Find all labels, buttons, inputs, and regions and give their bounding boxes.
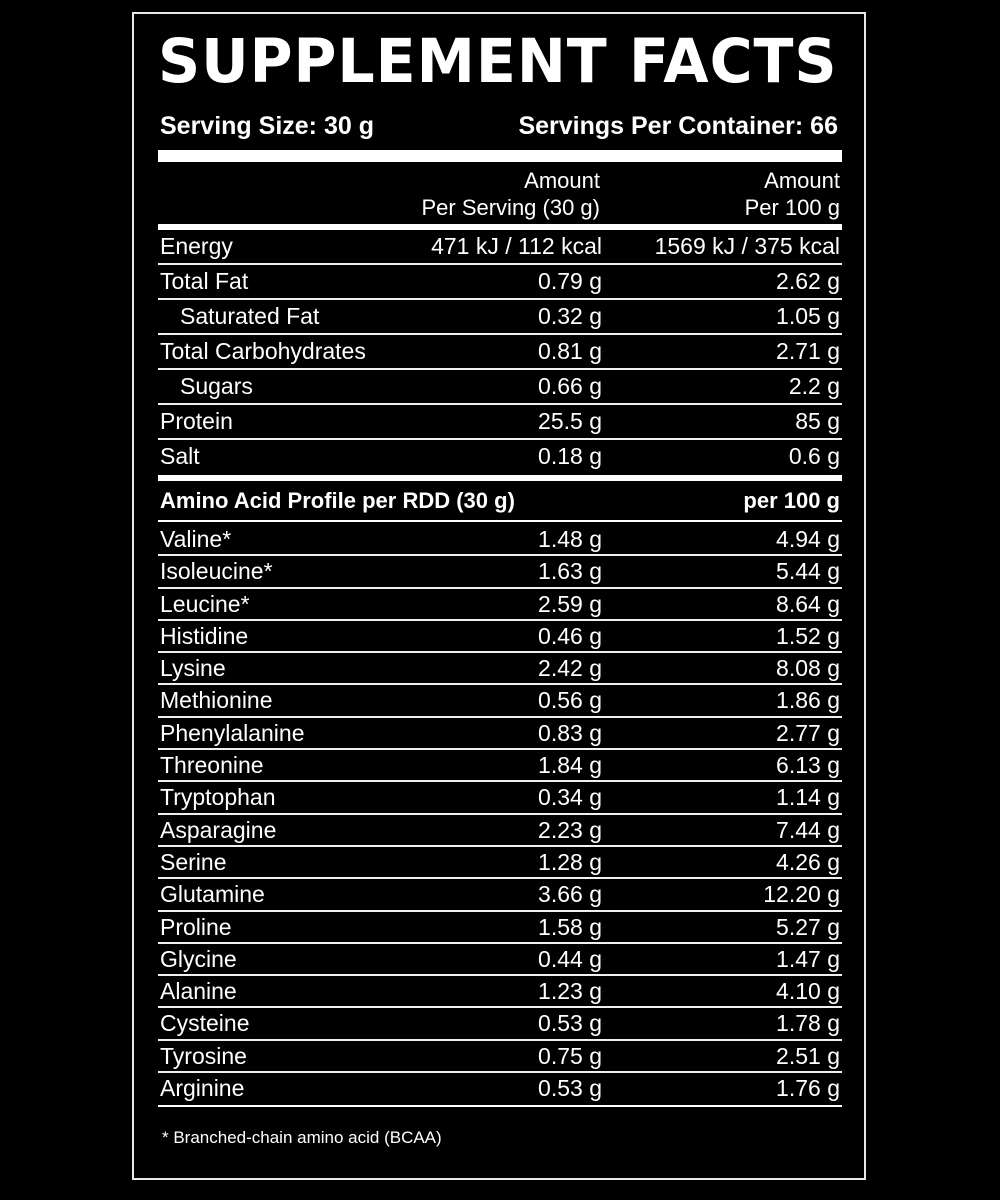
nutrition-name: Salt <box>160 443 200 469</box>
serving-size: Serving Size: 30 g <box>160 112 374 140</box>
amino-acid-per-100g-value: 1.86 g <box>776 687 840 714</box>
bcaa-footnote: * Branched-chain amino acid (BCAA) <box>162 1128 442 1147</box>
nutrition-name: Sugars <box>180 373 253 399</box>
amino-acid-per-serving-value: 2.59 g <box>538 590 602 617</box>
amino-acid-per-serving-value: 0.53 g <box>538 1075 602 1102</box>
nutrition-row <box>158 335 842 370</box>
amino-acid-per-100g-value: 1.52 g <box>776 622 840 649</box>
nutrition-row <box>158 405 842 440</box>
amino-acid-row <box>158 718 842 750</box>
amino-acid-per-serving-value: 1.23 g <box>538 978 602 1005</box>
nutrition-per-100g-value: 1569 kJ / 375 kcal <box>654 233 840 259</box>
amino-acid-per-serving-value: 0.53 g <box>538 1010 602 1037</box>
amino-acid-per-serving-value: 2.23 g <box>538 816 602 843</box>
nutrition-name: Energy <box>160 233 233 259</box>
amino-acid-name: Methionine <box>160 687 273 714</box>
amino-acid-per-100g-value: 4.26 g <box>776 848 840 875</box>
amino-acid-row <box>158 944 842 976</box>
per-serving-header-line1: Amount <box>524 168 600 193</box>
amino-acid-row <box>158 556 842 588</box>
amino-acid-name: Valine* <box>160 526 232 552</box>
amino-acid-name: Histidine <box>160 622 249 649</box>
amino-acid-row <box>158 847 842 879</box>
nutrition-name: Total Fat <box>160 268 249 294</box>
amino-acid-per-100g-value: 1.14 g <box>776 784 840 811</box>
nutrition-row <box>158 265 842 300</box>
amino-acid-name: Lysine <box>160 655 226 682</box>
amino-profile-header <box>158 485 842 517</box>
amino-acid-name: Isoleucine* <box>160 558 273 585</box>
amino-acid-row <box>158 912 842 944</box>
amino-acid-per-100g-value: 4.94 g <box>776 526 840 552</box>
amino-acid-per-100g-value: 7.44 g <box>776 816 840 843</box>
amino-acid-row <box>158 879 842 911</box>
amino-acid-row <box>158 976 842 1008</box>
amino-profile-label: Amino Acid Profile per RDD (30 g) <box>160 488 515 513</box>
nutrition-per-serving-value: 25.5 g <box>538 408 602 434</box>
amino-acid-per-100g-value: 2.77 g <box>776 719 840 746</box>
nutrition-per-serving-value: 0.79 g <box>538 268 602 294</box>
amino-acid-name: Arginine <box>160 1075 245 1102</box>
nutrition-table <box>158 230 842 475</box>
amino-acid-name: Threonine <box>160 752 264 779</box>
amino-acid-per-100g-value: 6.13 g <box>776 752 840 779</box>
per-serving-header-line2: Per Serving (30 g) <box>421 195 600 220</box>
nutrition-row <box>158 230 842 265</box>
amino-acid-name: Serine <box>160 848 227 875</box>
amino-acid-per-serving-value: 1.84 g <box>538 752 602 779</box>
amino-acid-per-100g-value: 8.08 g <box>776 655 840 682</box>
amino-acid-per-serving-value: 1.58 g <box>538 913 602 940</box>
amino-acid-name: Tyrosine <box>160 1042 247 1069</box>
amino-acid-row <box>158 1073 842 1105</box>
nutrition-per-100g-value: 85 g <box>795 408 840 434</box>
nutrition-per-100g-value: 2.2 g <box>788 373 840 399</box>
amino-acid-per-serving-value: 2.42 g <box>538 655 602 682</box>
amino-acid-row <box>158 653 842 685</box>
amino-acid-per-serving-value: 0.83 g <box>538 719 602 746</box>
amino-acid-per-serving-value: 1.28 g <box>538 848 602 875</box>
amino-acid-per-serving-value: 3.66 g <box>538 881 602 908</box>
nutrition-name: Total Carbohydrates <box>160 338 366 364</box>
per-100g-header-line1: Amount <box>764 168 840 193</box>
amino-header-divider <box>158 520 842 522</box>
serving-info <box>158 109 840 143</box>
nutrition-per-100g-value: 2.71 g <box>776 338 840 364</box>
amino-acid-per-100g-value: 4.10 g <box>776 978 840 1005</box>
amino-acid-per-serving-value: 1.63 g <box>538 558 602 585</box>
nutrition-per-serving-value: 0.66 g <box>538 373 602 399</box>
amino-acid-per-serving-value: 1.48 g <box>538 526 602 552</box>
amino-acid-per-100g-value: 1.47 g <box>776 945 840 972</box>
amino-acid-per-100g-value: 1.76 g <box>776 1075 840 1102</box>
nutrition-per-serving-value: 471 kJ / 112 kcal <box>431 233 602 259</box>
amino-acid-per-100g-value: 8.64 g <box>776 590 840 617</box>
nutrition-per-serving-value: 0.18 g <box>538 443 602 469</box>
per-100g-column-header <box>745 167 840 221</box>
nutrition-per-serving-value: 0.81 g <box>538 338 602 364</box>
amino-acid-row <box>158 1041 842 1073</box>
amino-acid-per-serving-value: 0.46 g <box>538 622 602 649</box>
amino-acid-name: Glycine <box>160 945 237 972</box>
nutrition-row <box>158 370 842 405</box>
amino-acid-row <box>158 1008 842 1040</box>
amino-acid-name: Proline <box>160 913 232 940</box>
per-100g-header-line2: Per 100 g <box>744 195 840 220</box>
amino-acid-per-serving-value: 0.56 g <box>538 687 602 714</box>
amino-acid-row <box>158 685 842 717</box>
section-divider <box>158 475 842 481</box>
label-title: SUPPLEMENT FACTS <box>158 26 838 97</box>
amino-acid-name: Leucine* <box>160 590 250 617</box>
amino-acid-name: Phenylalanine <box>160 719 305 746</box>
amino-acid-name: Asparagine <box>160 816 277 843</box>
nutrition-row <box>158 300 842 335</box>
amino-acid-row <box>158 750 842 782</box>
nutrition-per-100g-value: 0.6 g <box>788 443 840 469</box>
amino-acid-per-100g-value: 5.27 g <box>776 913 840 940</box>
amino-acid-row <box>158 621 842 653</box>
amino-acid-per-100g-value: 2.51 g <box>776 1042 840 1069</box>
amino-acid-name: Alanine <box>160 978 237 1005</box>
amino-acid-per-100g-value: 1.78 g <box>776 1010 840 1037</box>
amino-acid-name: Tryptophan <box>160 784 276 811</box>
per-serving-column-header <box>421 167 600 221</box>
amino-per-100g-label: per 100 g <box>743 488 840 513</box>
amino-acid-row <box>158 815 842 847</box>
nutrition-name: Saturated Fat <box>180 303 320 329</box>
nutrition-name: Protein <box>160 408 233 434</box>
amino-acid-row <box>158 524 842 556</box>
nutrition-per-100g-value: 2.62 g <box>776 268 840 294</box>
amino-acid-per-serving-value: 0.44 g <box>538 945 602 972</box>
bottom-divider <box>158 1105 842 1107</box>
nutrition-per-serving-value: 0.32 g <box>538 303 602 329</box>
amino-acid-name: Glutamine <box>160 881 265 908</box>
amino-acid-row <box>158 782 842 814</box>
amino-acid-name: Cysteine <box>160 1010 250 1037</box>
amino-acid-row <box>158 589 842 621</box>
amino-acid-per-serving-value: 0.34 g <box>538 784 602 811</box>
amino-acid-per-serving-value: 0.75 g <box>538 1042 602 1069</box>
amino-acid-per-100g-value: 12.20 g <box>763 881 840 908</box>
servings-per-container: Servings Per Container: 66 <box>518 112 838 140</box>
nutrition-per-100g-value: 1.05 g <box>776 303 840 329</box>
thick-divider <box>158 150 842 162</box>
nutrition-row <box>158 440 842 475</box>
amino-table <box>158 524 842 1105</box>
amino-acid-per-100g-value: 5.44 g <box>776 558 840 585</box>
